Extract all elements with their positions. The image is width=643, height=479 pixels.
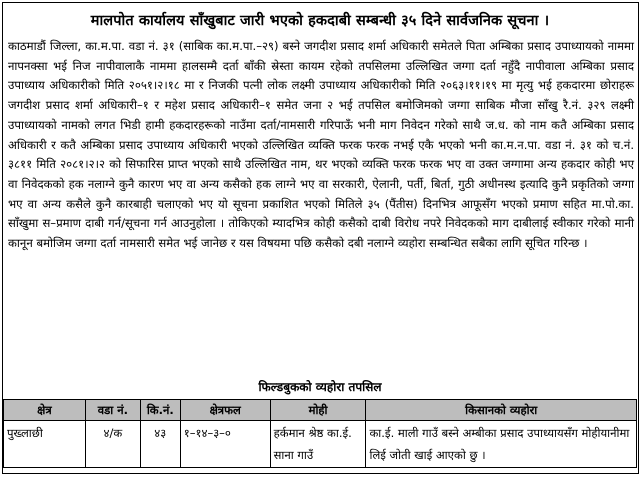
cell-kitta: ४३: [140, 421, 180, 468]
cell-size: १–१४–३–०: [180, 421, 270, 468]
header-mohi: मोही: [270, 400, 366, 421]
header-kitta: कि.नं.: [140, 400, 180, 421]
cell-area: पुख्लाछी: [4, 421, 86, 468]
cell-ward: ४/क: [85, 421, 140, 468]
table-row: [4, 421, 637, 468]
cell-mohi: हर्कमान श्रेष्ठ का.ई. साना गाउँ: [270, 421, 366, 468]
fieldbook-subtitle: फिल्डबुकको व्यहोरा तपसिल: [258, 380, 382, 394]
notice-body-paragraph: काठमाडौं जिल्ला, का.म.पा. वडा नं. ३१ (साबिक का.म.पा.–२९) बस्ने जगदीश प्रसाद शर्मा अधिकारी समेतले पिता अम्बिका प्रसाद उपाध्यायको नाममा नापनक्सा भई निज नापीवालाकै नाममा हालसम्मै दर्ता बाँकी स्रेस्ता कायम रहेको तपसिलमा उल्लिखित जग्गा दर्ता नहुँदै नापीवाला अम्बिका प्रसाद उपाध्याय अधिकारीको मिति २०५१।२।१८ मा र निजकी पत्नी लोक लक्ष्मी उपाध्याय अधिकारीको मिति २०६३।११।१९ मा मृत्यु भई हकदारमा छोराहरू जगदीश प्रसाद शर्मा अधिकारी–१ र महेश प्रसाद अधिकारी–१ समेत जना २ भई तपसिल बमोजिमको जग्गा साबिक मौजा साँखु रै.नं. ३२९ लक्ष्मी उपाध्यायको नामको लगत भिडी हामी हकदारहरूको नाउँमा दर्ता/नामसारी गरिपाऊँ भनी माग निवेदन गरेको साथै ज.ध. को नाम कतै अम्बिका प्रसाद अधिकारी र कतै अम्बिका प्रसाद उपाध्याय अधिकारी भएको उल्लिखित व्यक्ति फरक फरक नभई एकै भएको भनी का.म.न.पा. वडा नं. ३१ को च.नं. ३८११ मिति २०८१।२।२ को सिफारिस प्राप्त भएको साथै उल्लिखित नाम, थर भएको व्यक्ति फरक फरक भए वा उक्त जग्गामा अन्य हकदार कोही भए वा निवेदकको हक नलाग्ने कुनै कारण भए वा अन्य कसैको हक लाग्ने भए वा सरकारी, ऐलानी, पर्ती, बिर्ता, गुठी अधीनस्थ इत्यादि कुनै प्रकृतिको जग्गा भए वा अन्य कसैले कुनै कारबाही चलाएको भए यो सूचना प्रकाशित भएको मितिले ३५ (पैंतीस) दिनभित्र आफूसँग भएको प्रमाण सहित मा.पो.का. साँखुमा स–प्रमाण दाबी गर्न/सूचना गर्न आउनुहोला । तोकिएको म्यादभित्र कोही कसैको दाबी विरोध नपरे निवेदकको माग दाबीलाई स्वीकार गरेको मानी कानून बमोजिम जग्गा दर्ता नामसारी समेत भई जानेछ र यस विषयमा पछि कसैको दबी नलाग्ने व्यहोरा सम्बन्धित सबैका लागि सूचित गरिन्छ ।: [8, 39, 634, 251]
fieldbook-table: [3, 399, 637, 468]
header-remark: किसानको व्यहोरा: [366, 400, 637, 421]
cell-remark: का.ई. माली गाउँ बस्ने अम्बीका प्रसाद उपाध्यायसँग मोहीयानीमा लिई जोती खाई आएको छु ।: [366, 421, 637, 468]
header-area: क्षेत्र: [4, 400, 86, 421]
public-notice: [2, 2, 639, 474]
header-size: क्षेत्रफल: [180, 400, 270, 421]
notice-body: [8, 37, 634, 254]
header-ward: वडा नं.: [85, 400, 140, 421]
notice-title: मालपोत कार्यालय साँखुबाट जारी भएको हकदाबी सम्बन्धी ३५ दिने सार्वजनिक सूचना ।: [3, 3, 637, 37]
table-header-row: [4, 400, 637, 421]
